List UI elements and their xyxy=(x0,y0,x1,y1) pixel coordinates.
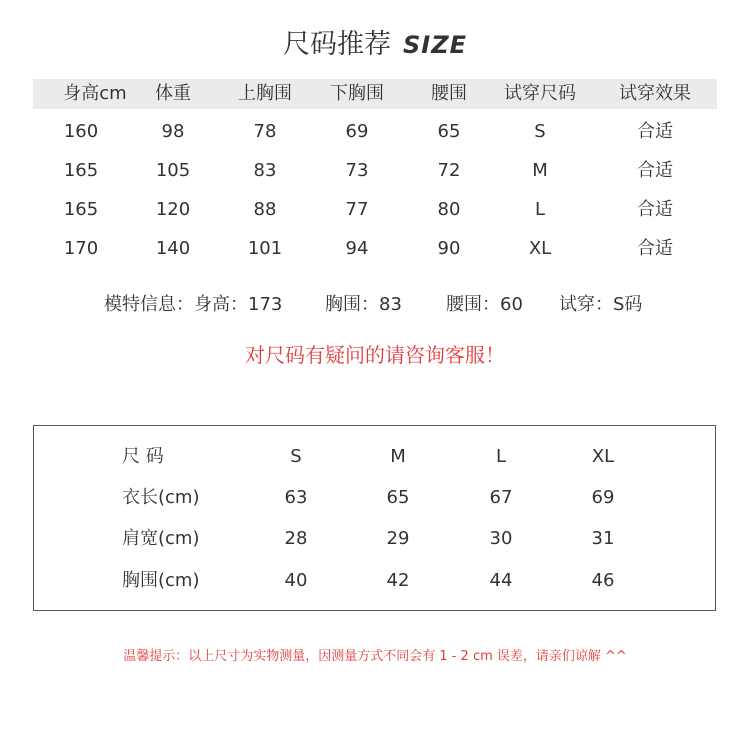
table-row xyxy=(34,483,717,513)
header-tryon-effect: 试穿效果 xyxy=(619,83,691,104)
table-cell: 合适 xyxy=(637,238,673,259)
model-waist: 腰围：60 xyxy=(446,294,523,315)
table-cell: 94 xyxy=(345,238,369,259)
recommend-table-header xyxy=(33,79,717,109)
table-cell: 合适 xyxy=(637,160,673,181)
header-waist: 腰围 xyxy=(431,83,467,104)
table-cell: 80 xyxy=(437,199,461,220)
table-cell: 69 xyxy=(591,487,615,508)
header-height: 身高cm xyxy=(63,83,127,104)
table-cell: 42 xyxy=(386,570,410,591)
table-cell: 83 xyxy=(253,160,277,181)
table-row xyxy=(34,524,717,554)
table-cell: 78 xyxy=(253,121,277,142)
table-cell: 29 xyxy=(386,528,410,549)
table-cell: 63 xyxy=(284,487,308,508)
header-lower-chest: 下胸围 xyxy=(330,83,384,104)
table-cell: 69 xyxy=(345,121,369,142)
table-cell: L xyxy=(534,199,546,220)
table-cell: 105 xyxy=(155,160,191,181)
table-cell: 30 xyxy=(489,528,513,549)
spec-size-header: L xyxy=(495,446,507,467)
table-cell: 合适 xyxy=(637,199,673,220)
model-tryon: 试穿：S码 xyxy=(559,294,643,315)
spec-row-label: 衣长(cm) xyxy=(122,487,200,508)
table-cell: 65 xyxy=(437,121,461,142)
table-cell: 40 xyxy=(284,570,308,591)
table-cell: 77 xyxy=(345,199,369,220)
table-cell: 28 xyxy=(284,528,308,549)
table-cell: XL xyxy=(528,238,552,259)
spec-row-label: 胸围(cm) xyxy=(122,570,200,591)
table-cell: 67 xyxy=(489,487,513,508)
table-cell: 72 xyxy=(437,160,461,181)
table-row xyxy=(34,566,717,596)
title-text: 尺码推荐 xyxy=(282,29,391,60)
table-cell: 44 xyxy=(489,570,513,591)
table-cell: 46 xyxy=(591,570,615,591)
table-row xyxy=(0,117,750,147)
table-cell: 65 xyxy=(386,487,410,508)
table-cell: 160 xyxy=(63,121,99,142)
table-cell: 73 xyxy=(345,160,369,181)
table-row xyxy=(0,195,750,225)
spec-header-label: 尺 码 xyxy=(122,446,164,467)
spec-row-label: 肩宽(cm) xyxy=(122,528,200,549)
page-title xyxy=(0,22,750,61)
spec-header-row xyxy=(34,442,717,472)
size-question-notice: 对尺码有疑问的请咨询客服！ xyxy=(245,343,505,367)
table-cell: 90 xyxy=(437,238,461,259)
table-cell: 165 xyxy=(63,199,99,220)
table-cell: 88 xyxy=(253,199,277,220)
spec-size-header: S xyxy=(290,446,302,467)
table-cell: 165 xyxy=(63,160,99,181)
table-cell: 140 xyxy=(155,238,191,259)
header-upper-chest: 上胸围 xyxy=(238,83,292,104)
table-cell: M xyxy=(532,160,548,181)
table-cell: 170 xyxy=(63,238,99,259)
model-height: 模特信息：身高：173 xyxy=(104,294,283,315)
header-weight: 体重 xyxy=(155,83,191,104)
table-cell: S xyxy=(534,121,546,142)
table-cell: 98 xyxy=(161,121,185,142)
table-cell: 120 xyxy=(155,199,191,220)
table-cell: 101 xyxy=(247,238,283,259)
spec-size-header: M xyxy=(390,446,406,467)
header-tryon-size: 试穿尺码 xyxy=(504,83,576,104)
table-row xyxy=(0,234,750,264)
table-row xyxy=(0,156,750,186)
spec-size-header: XL xyxy=(591,446,615,467)
spec-table xyxy=(33,425,716,611)
table-cell: 合适 xyxy=(637,121,673,142)
table-cell: 31 xyxy=(591,528,615,549)
title-size-word: SIZE xyxy=(402,31,467,59)
model-chest: 胸围：83 xyxy=(325,294,402,315)
measurement-tip: 温馨提示：以上尺寸为实物测量，因测量方式不同会有 1 - 2 cm 误差，请亲们谅解 ^^ xyxy=(123,649,627,664)
